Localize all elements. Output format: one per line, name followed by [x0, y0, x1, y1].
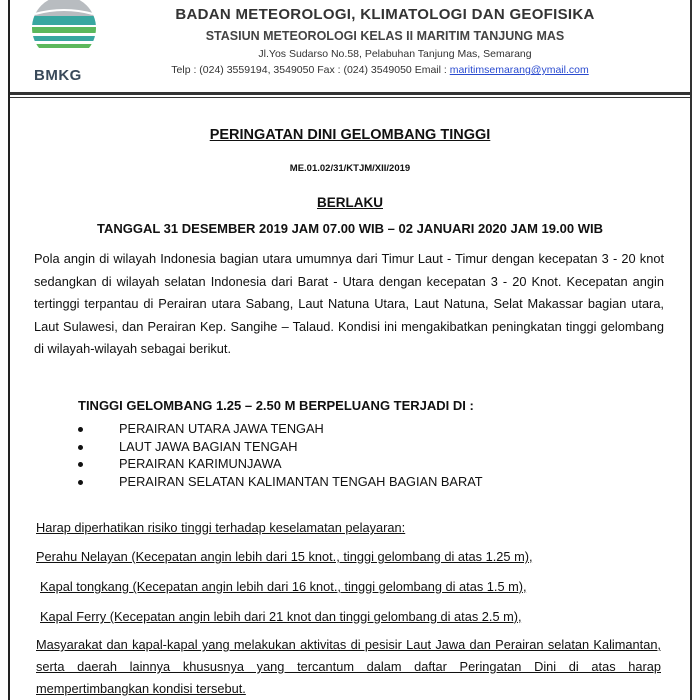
- risk-text: Perahu Nelayan (Kecepatan angin lebih dari 15 knot., tinggi gelombang di atas 1.25 m),: [36, 549, 533, 564]
- validity-label-text: BERLAKU: [317, 195, 383, 210]
- station-address: Jl.Yos Sudarso No.58, Pelabuhan Tanjung Mas, Semarang: [258, 48, 532, 60]
- email-link[interactable]: maritimsemarang@ymail.com: [449, 64, 589, 76]
- affected-areas-list: [78, 421, 598, 491]
- list-item: [78, 439, 598, 457]
- document-number: ME.01.02/31/KTJM/XII/2019: [289, 163, 411, 174]
- risk-text: Kapal tongkang (Kecepatan angin lebih dari 16 knot., tinggi gelombang di atas 1.5 m),: [40, 579, 527, 594]
- station-name: STASIUN METEOROLOGI KELAS II MARITIM TANJUNG MAS: [205, 29, 565, 43]
- document-title: [0, 127, 700, 143]
- area-label: PERAIRAN SELATAN KALIMANTAN TENGAH BAGIAN BARAT: [119, 473, 483, 489]
- document-title-text: PERINGATAN DINI GELOMBANG TINGGI: [209, 127, 491, 143]
- validity-date-range: TANGGAL 31 DESEMBER 2019 JAM 07.00 WIB – 02 JANUARI 2020 JAM 19.00 WIB: [97, 221, 603, 236]
- bullet-icon: [78, 427, 83, 432]
- list-item: [78, 421, 598, 439]
- attention-note: Harap diperhatikan risiko tinggi terhadap keselamatan pelayaran:: [36, 520, 406, 535]
- list-item: [78, 456, 598, 474]
- area-label: LAUT JAWA BAGIAN TENGAH: [119, 438, 298, 454]
- list-item: [78, 474, 598, 492]
- header-divider-thick: [10, 92, 690, 95]
- risk-fishing-boats: [36, 549, 676, 564]
- area-label: PERAIRAN KARIMUNJAWA: [119, 456, 282, 471]
- validity-label: [0, 195, 700, 210]
- wind-description-paragraph: Pola angin di wilayah Indonesia bagian utara umumnya dari Timur Laut - Timur dengan kecepatan 3 - 20 knot sedangkan di wilayah selatan Indonesia dari Barat - Utara dengan kecepatan 3 - 20 Knot. Kecepatan angin tertinggi terpantau di Perairan utara Sabang, Laut Natuna Utara, Laut Natuna, Selat Makassar bagian utara, Laut Sulawesi, dan Perairan Kep. Sangihe – Talaud. Kondisi ini mengakibatkan peningkatan tinggi gelombang di wilayah-wilayah sebagai berikut.: [34, 251, 664, 356]
- logo-label: BMKG: [34, 67, 82, 84]
- bullet-icon: [78, 480, 83, 485]
- bullet-icon: [78, 445, 83, 450]
- page-right-edge: [690, 0, 692, 700]
- risk-ferries: [40, 609, 680, 624]
- closing-paragraph: Masyarakat dan kapal-kapal yang melakukan aktivitas di pesisir Laut Jawa dan Perairan selatan Kalimantan, serta daerah lainnya khususnya yang tercantum dalam daftar Peringatan Dini di atas harap mempertimbangkan kondisi tersebut.: [36, 637, 661, 696]
- station-contact: [140, 64, 620, 76]
- page-left-edge: [8, 0, 10, 700]
- header-divider-thin: [10, 97, 690, 98]
- risk-barges: [40, 579, 680, 594]
- contact-phone-fax: Telp : (024) 3559194, 3549050 Fax : (024) 3549050 Email :: [171, 64, 450, 76]
- wave-height-heading: TINGGI GELOMBANG 1.25 – 2.50 M BERPELUANG TERJADI DI :: [78, 398, 474, 413]
- agency-name: BADAN METEOROLOGI, KLIMATOLOGI DAN GEOFISIKA: [175, 6, 595, 23]
- risk-text: Kapal Ferry (Kecepatan angin lebih dari 21 knot dan tinggi gelombang di atas 2.5 m),: [40, 609, 522, 624]
- bullet-icon: [78, 462, 83, 467]
- area-label: PERAIRAN UTARA JAWA TENGAH: [119, 421, 324, 436]
